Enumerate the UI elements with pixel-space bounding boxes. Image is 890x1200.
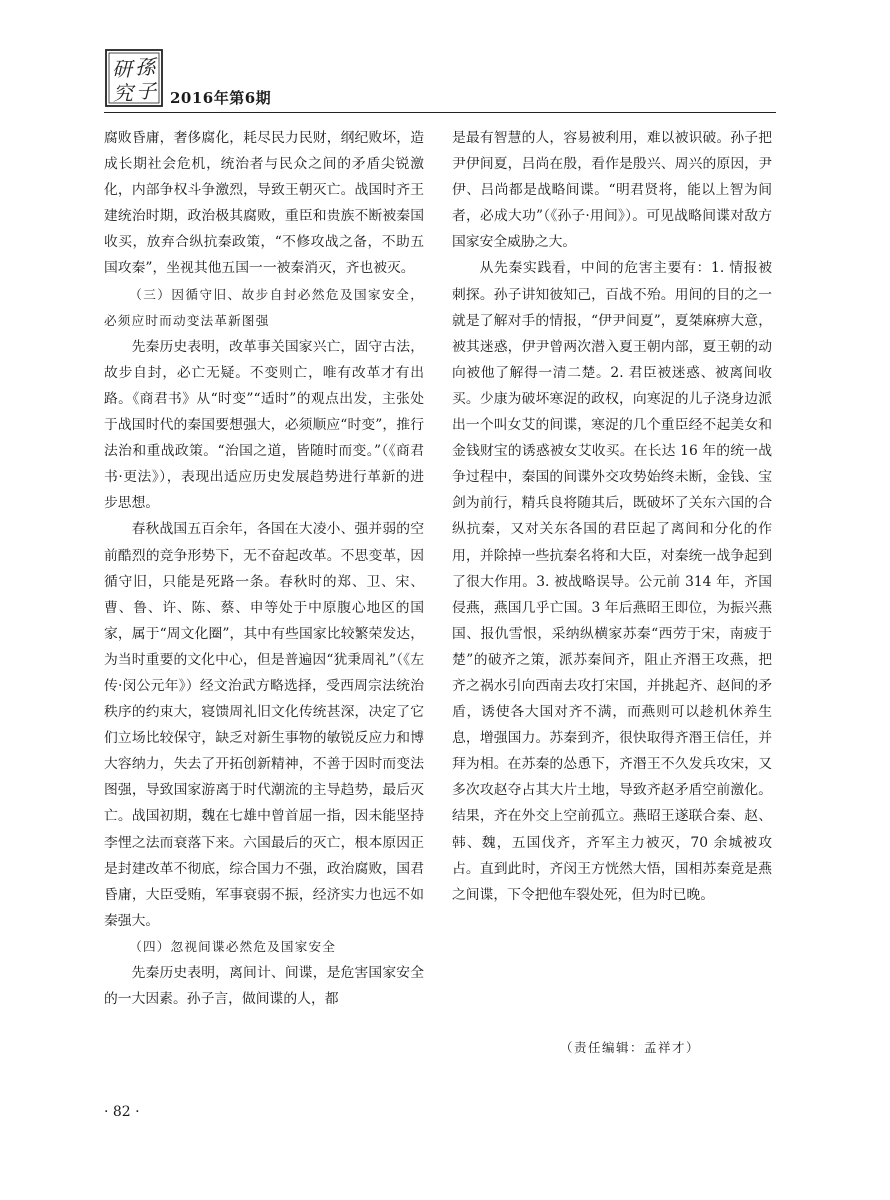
logo-char-2: 孫 [135, 55, 155, 79]
logo-char-4: 子 [136, 79, 156, 103]
paragraph-left-2: 先秦历史表明，改革事关国家兴亡，固守古法，故步自封，必亡无疑。不变则亡，唯有改革才有出路。《商君书》从“时变”“适时”的观点出发，主张处于战国时代的秦国要想强大，必须顺应“时变”，推行法治和重战政策。“治国之道，皆随时而变。”（《商君书·更法》），表现出适应历史发展趋势进行革新的进步思想。 [104, 338, 424, 512]
header-rule [104, 112, 776, 113]
paragraph-left-1: 腐败昏庸，奢侈腐化，耗尽民力民财，纲纪败坏，造成长期社会危机，统治者与民众之间的矛盾尖锐激化，内部争权斗争激烈，导致王朝灭亡。战国时齐王建统治时期，政治极其腐败，重臣和贵族不断被秦国收买，放弃合纵抗秦政策，“不修攻战之备，不助五国攻秦”，坐视其他五国一一被秦消灭，齐也被灭。 [104, 130, 424, 277]
logo-char-1: 研 [112, 57, 132, 81]
paragraph-left-3: 春秋战国五百余年，各国在大凌小、强并弱的空前酷烈的竞争形势下，无不奋起改革。不思变革，因循守旧，只能是死路一条。春秋时的郑、卫、宋、曹、鲁、许、陈、蔡、申等处于中原腹心地区的国家，属于“周文化圈”，其中有些国家比较繁荣发达，为当时重要的文化中心，但是普遍因“犹秉周礼”（《左传·闵公元年》）经文治武方略选择，受西周宗法统治秩序的约束大，寝馈周礼旧文化传统甚深，决定了它们立场比较保守，缺乏对新生事物的敏锐反应力和博大容纳力，失去了开拓创新精神，不善于因时而变法图强，导致国家游离于时代潮流的主导趋势，最后灭亡。战国初期，魏在七雄中曾首屈一指，因未能坚持李悝之法而衰落下来。六国最后的灭亡，根本原因正是封建改革不彻底，综合国力不强，政治腐败，国君昏庸，大臣受贿，军事衰弱不振，经济实力也远不如秦强大。 [104, 521, 424, 929]
section-heading-4: （四）忽视间谍必然危及国家安全 [129, 938, 337, 954]
issue-label: 2016年第6期 [170, 89, 272, 107]
journal-logo-icon [104, 48, 164, 108]
paragraph-left-4: 先秦历史表明，离间计、间谍，是危害国家安全的一大因素。孙子言，做间谍的人，都 [104, 965, 424, 1008]
responsible-editor: （责任编辑：孟祥才） [560, 1040, 701, 1055]
logo-char-3: 究 [113, 81, 133, 105]
page-number: · 82 · [104, 1104, 140, 1120]
section-heading-3: （三）因循守旧、故步自封必然危及国家安全，必须应时而动变法革新图强 [104, 286, 424, 328]
paragraph-right-2: 从先秦实践看，中间的危害主要有：1. 情报被刺探。孙子讲知彼知己，百战不殆。用间的目的之一就是了解对手的情报，“伊尹间夏”，夏桀麻痹大意，被其迷惑，伊尹曾两次潜入夏王朝内部，夏王朝的动向被他了解得一清二楚。2. 君臣被迷惑、被离间收买。少康为破坏寒浞的政权，向寒浞的儿子浇身边派出一个叫女艾的间谍，寒浞的几个重臣经不起美女和金钱财宝的诱惑被女艾收买。在长达 16 年的统一战争过程中，秦国的间谍外交攻势始终未断，金钱、宝剑为前行，精兵良将随其后，既破坏了关东六国的合纵抗秦，又对关东各国的君臣起了离间和分化的作用，并除掉一些抗秦名将和大臣，对秦统一战争起到了很大作用。3. 被战略误导。公元前 314 年，齐国侵燕，燕国几乎亡国。3 年后燕昭王即位，为振兴燕国、报仇雪恨，采纳纵横家苏秦“西劳于宋，南疲于楚”的破齐之策，派苏秦间齐，阻止齐湣王攻燕，把齐之祸水引向西南去攻打宋国，并挑起齐、赵间的矛盾，诱使各大国对齐不满，而燕则可以趁机休养生息，增强国力。苏秦到齐，很快取得齐湣王信任，并拜为相。在苏秦的怂恿下，齐湣王不久发兵攻宋，又多次攻赵夺占其大片土地，导致齐赵矛盾空前激化。结果，齐在外交上空前孤立。燕昭王遂联合秦、赵、韩、魏，五国伐齐，齐军主力被灭，70 余城被攻占。直到此时，齐闵王方恍然大悟，国相苏秦竟是燕之间谍，下令把他车裂处死，但为时已晚。 [452, 260, 772, 903]
left-column [104, 125, 424, 1012]
right-column [452, 125, 772, 908]
paragraph-right-1: 是最有智慧的人，容易被利用，难以被识破。孙子把尹伊间夏，吕尚在殷，看作是殷兴、周兴的原因，尹伊、吕尚都是战略间谍。“明君贤将，能以上智为间者，必成大功”（《孙子·用间》）。可见战略间谍对敌方国家安全威胁之大。 [452, 130, 772, 251]
